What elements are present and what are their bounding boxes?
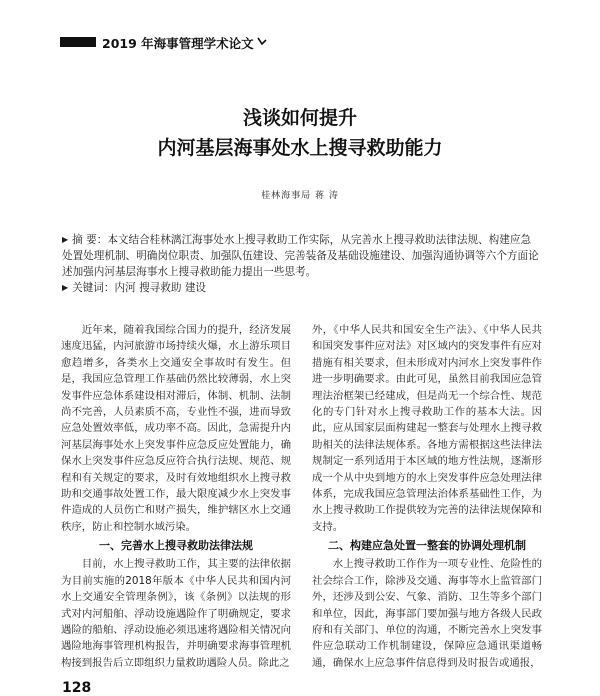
keywords-label: 关键词： (72, 282, 115, 294)
article-title-line1: 浅谈如何提升 (242, 107, 357, 129)
section-heading: 二、构建应急处置一整套的协调处理机制 (328, 539, 526, 553)
header-arrow-icon (256, 36, 268, 48)
section-heading: 一、完善水上搜寻救助法律法规 (99, 539, 253, 553)
body-paragraph: 水上搜寻救助工作作为一项专业性、危险性的社会综合工作，除涉及交通、海事等水上监管部门外，还涉及到公安、气象、消防、卫生等多个部门和单位，因此，海事部门要加强与地方各级人民政府和有关部门、单位的沟通，不断完善水上突发事件应急联动工作机制建设，保障应急通讯渠道畅通，确保水上应急事件信息得到及时报告或通报， (312, 558, 542, 669)
article-author: 桂林海事局 蒋 涛 (261, 191, 339, 201)
triangle-bullet-icon: ▶ (62, 235, 69, 244)
body-paragraph: 目前，水上搜寻救助工作，其主要的法律依据为目前实施的2018年版本《中华人民共和国内河水上交通安全管理条例》，该《条例》以法规的形式对内河船舶、浮动设施遇险作了明确规定，要求遇险的船舶、浮动设施必须迅速将遇险相关情况向遇险地海事管理机构报告，并明确要求海事管理机构接到报告后立即组织力量救助遇险人员。除此之 (61, 558, 291, 669)
keywords-text: 内河 搜寻救助 建设 (114, 282, 207, 294)
abstract-paragraph (62, 232, 540, 280)
keywords-paragraph (62, 280, 540, 296)
page-number: 128 (62, 680, 92, 696)
body-column-left (61, 322, 291, 671)
journal-header (60, 34, 280, 50)
header-bar-decoration (60, 37, 96, 47)
triangle-bullet-icon: ▶ (62, 283, 69, 292)
abstract-block (62, 232, 540, 296)
abstract-label: 摘 要： (72, 234, 108, 246)
journal-title: 2019 年海事管理学术论文 (102, 36, 254, 51)
body-paragraph: 外，《中华人民共和国安全生产法》、《中华人民共和国突发事件应对法》对区域内的突发事件有应对措施有相关要求，但未形成对内河水上突发事件作进一步明确要求。由此可见，虽然目前我国应急管理法治框架已经建成，但是尚无一个综合性、规范化的专门针对水上搜寻救助工作的基本大法。因此，应从国家层面构建起一整套与处理水上搜寻救助相关的法律法规体系。各地方需根据这些法律法规制定一系列适用于本区域的地方性法规，逐渐形成一个从中央到地方的水上突发事件应急处理法律体系，完成我国应急管理法治体系基础性工作，为水上搜寻救助工作提供较为完善的法律法规保障和支持。 (312, 324, 542, 533)
body-column-right (312, 322, 542, 671)
abstract-text: 本文结合桂林漓江海事处水上搜寻救助工作实际，从完善水上搜寻救助法律法规、构建应急处置处理机制、明确岗位职责、加强队伍建设、完善装备及基础设施建设、加强沟通协调等六个方面论述加强内河基层海事水上搜寻救助能力提出一些思考。 (62, 234, 539, 278)
article-title-line2: 内河基层海事处水上搜寻救助能力 (157, 137, 443, 159)
body-paragraph: 近年来，随着我国综合国力的提升，经济发展速度迅猛，内河旅游市场持续火爆，水上游乐项目愈趋增多，各类水上交通安全事故时有发生。但是，我国应急管理工作基础仍然比较薄弱，水上突发事件应急体系建设相对滞后，体制、机制、法制尚不完善，人员素质不高，专业性不强，进而导致应急处置效率低，成功率不高。因此，急需提升内河基层海事处水上突发事件应急反应处置能力，确保水上突发事件应急反应符合执行法规、规范、规程和有关规定的要求，及时有效地组织水上搜寻救助和交通事故处置工作，最大限度减少水上突发事件造成的人员伤亡和财产损失，维护辖区水上交通秩序，防止和控制水域污染。 (61, 324, 291, 533)
